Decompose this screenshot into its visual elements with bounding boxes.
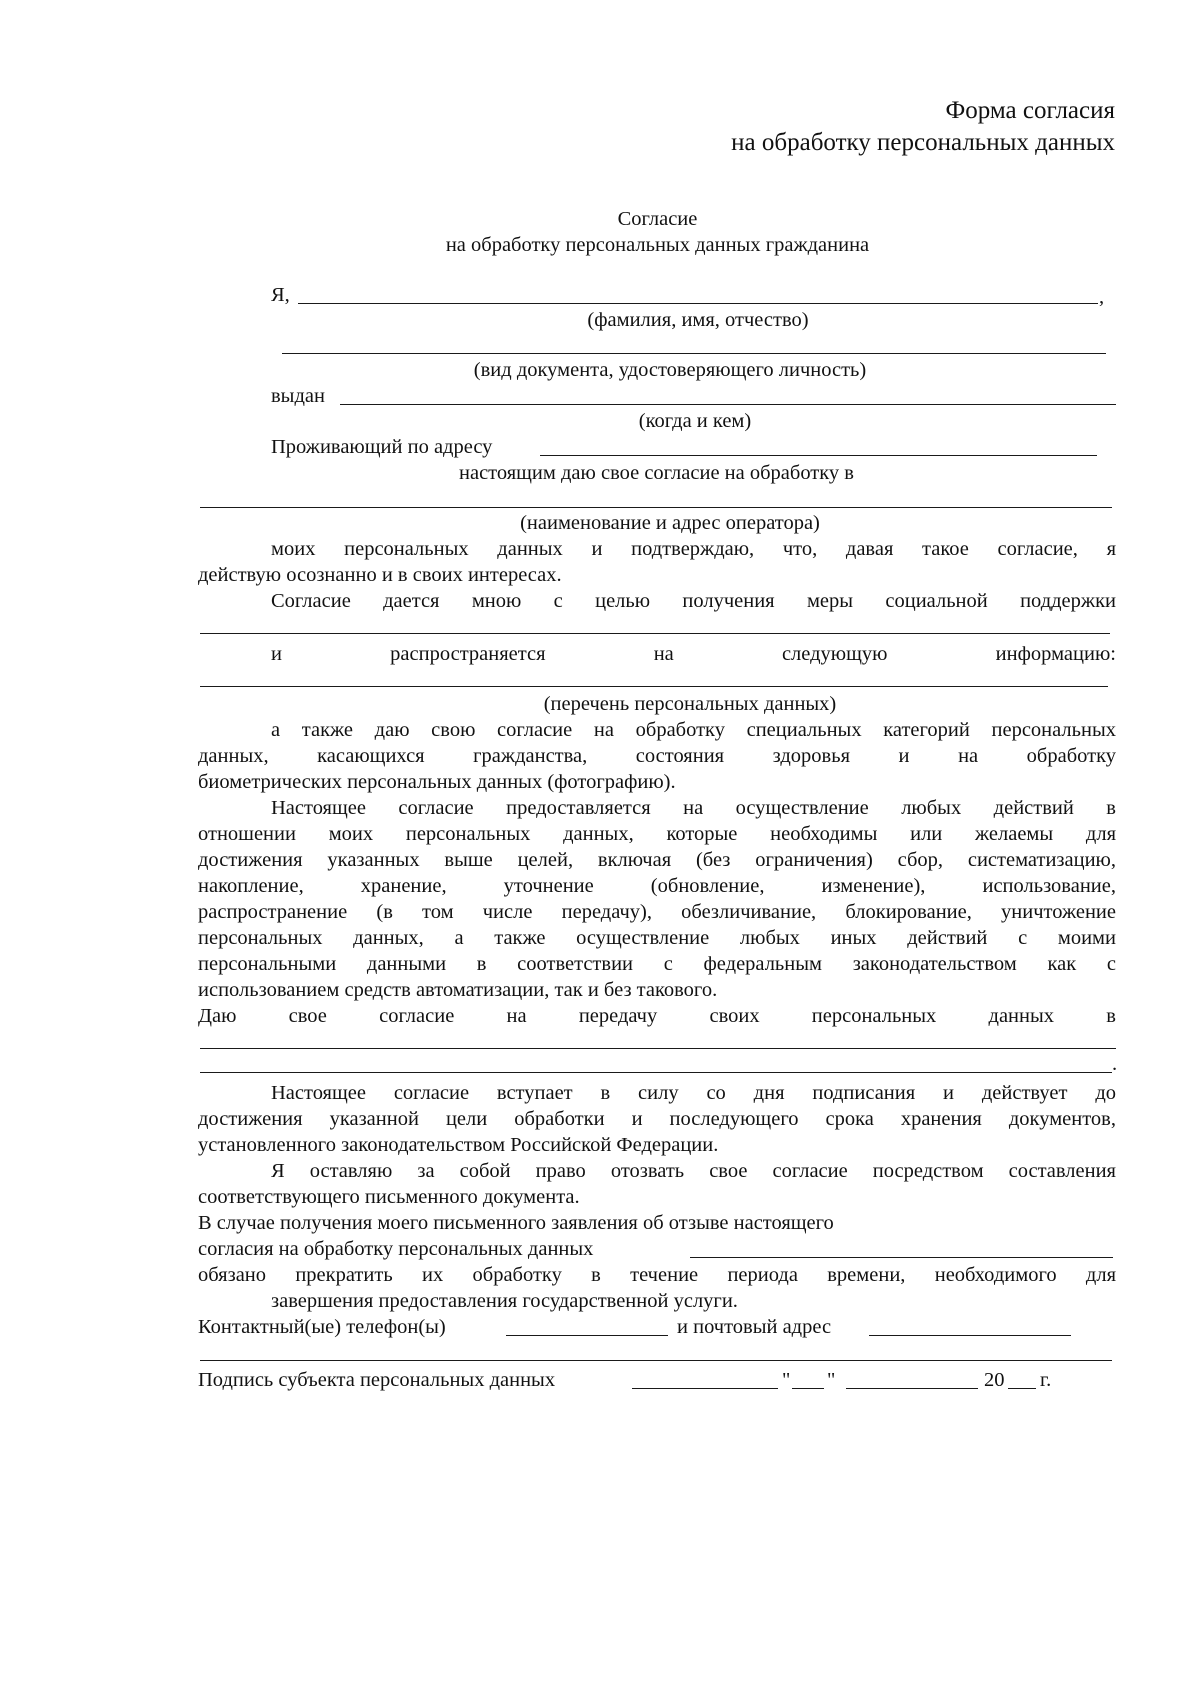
word: свое — [288, 1005, 327, 1027]
paragraph-4-line-1: а также даю свою согласие на обработку специальных категорий персональных — [271, 719, 1116, 741]
contacts-extra-line[interactable] — [200, 1360, 1112, 1361]
word: Согласие — [271, 590, 351, 612]
word: подтверждаю, — [631, 538, 755, 560]
paragraph-4-line-3: биометрических персональных данных (фотографию). — [198, 771, 676, 793]
form-header-line1: Форма согласия — [945, 97, 1115, 124]
word: данных — [497, 538, 563, 560]
word: согласие — [379, 1005, 455, 1027]
paragraph-5-line-5: распространение (в том числе передачу), обезличивание, блокирование, уничтожение — [198, 901, 1116, 923]
fio-field-line[interactable] — [298, 303, 1098, 304]
paragraph-5-line-6: персональных данных, а также осуществление любых иных действий с моими — [198, 927, 1116, 949]
id-document-caption: (вид документа, удостоверяющего личность) — [473, 359, 867, 381]
paragraph-5-line-7: персональными данными в соответствии с федеральным законодательством как с — [198, 953, 1116, 975]
transfer-recipient-field-line-1[interactable] — [200, 1048, 1116, 1049]
date-year-suffix: г. — [1040, 1369, 1052, 1391]
word: с — [553, 590, 563, 612]
word: социальной — [885, 590, 988, 612]
date-quote-close: " — [827, 1369, 836, 1391]
word: на — [653, 643, 674, 665]
word: на — [506, 1005, 527, 1027]
paragraph-5-line-1: Настоящее согласие предоставляется на осуществление любых действий в — [271, 797, 1116, 819]
paragraph-7-line-1: Настоящее согласие вступает в силу со дня подписания и действует до — [271, 1082, 1116, 1104]
word: своих — [709, 1005, 760, 1027]
mail-label: и почтовый адрес — [677, 1316, 832, 1338]
word: персональных — [811, 1005, 937, 1027]
withdrawal-operator-field-line[interactable] — [690, 1257, 1113, 1258]
paragraph-3-line-1 — [271, 642, 1116, 666]
paragraph-8-line-1: Я оставляю за собой право отозвать свое согласие посредством составления — [271, 1160, 1116, 1182]
word: мною — [471, 590, 522, 612]
word: дается — [383, 590, 440, 612]
paragraph-2-line-1 — [271, 589, 1116, 613]
pd-list-caption: (перечень персональных данных) — [543, 693, 837, 715]
word: передачу — [578, 1005, 658, 1027]
paragraph-5-line-4: накопление, хранение, уточнение (обновление, изменение), использование, — [198, 875, 1116, 897]
paragraph-8-line-2: соответствующего письменного документа. — [198, 1186, 580, 1208]
date-month-field-line[interactable] — [846, 1388, 978, 1389]
word: Даю — [198, 1005, 237, 1027]
pd-list-field-line[interactable] — [200, 686, 1108, 687]
word: персональных — [344, 538, 469, 560]
operator-caption: (наименование и адрес оператора) — [520, 512, 820, 534]
operator-field-line[interactable] — [200, 507, 1112, 508]
paragraph-6-line-1 — [198, 1004, 1116, 1028]
word: такое — [922, 538, 969, 560]
date-year-field-line[interactable] — [1008, 1388, 1036, 1389]
paragraph-5-line-8: использованием средств автоматизации, так и без такового. — [198, 979, 718, 1001]
paragraph-1-line-2: действую осознанно и в своих интересах. — [198, 564, 562, 586]
word: данных — [988, 1005, 1055, 1027]
address-label: Проживающий по адресу — [271, 436, 493, 458]
word: что, — [782, 538, 818, 560]
paragraph-4-line-2: данных, касающихся гражданства, состояния здоровья и на обработку — [198, 745, 1116, 767]
word: моих — [271, 538, 316, 560]
transfer-recipient-field-line-2[interactable] — [200, 1072, 1112, 1073]
consent-operator-line: настоящим даю свое согласие на обработку в — [459, 462, 854, 484]
address-field-line[interactable] — [540, 455, 1097, 456]
paragraph-9-line-3: обязано прекратить их обработку в течение периода времени, необходимого для — [198, 1264, 1116, 1286]
paragraph-7-line-2: достижения указанной цели обработки и последующего срока хранения документов, — [198, 1108, 1116, 1130]
paragraph-5-line-2: отношении моих персональных данных, которые необходимы или желаемы для — [198, 823, 1116, 845]
issued-field-line[interactable] — [340, 404, 1116, 405]
form-header-line2: на обработку персональных данных — [731, 129, 1115, 156]
word: и — [591, 538, 603, 560]
word: информацию: — [995, 643, 1116, 665]
date-day-field-line[interactable] — [792, 1388, 824, 1389]
signature-field-line[interactable] — [632, 1388, 778, 1389]
paragraph-1-line-1 — [271, 537, 1116, 561]
word: получения — [682, 590, 775, 612]
paragraph-9-line-4: завершения предоставления государственной услуги. — [271, 1290, 738, 1312]
phone-label: Контактный(ые) телефон(ы) — [198, 1316, 446, 1338]
word: согласие, — [997, 538, 1078, 560]
transfer-end-period: . — [1112, 1053, 1118, 1075]
paragraph-5-line-3: достижения указанных выше целей, включая (без ограничения) сбор, систематизацию, — [198, 849, 1116, 871]
i-label: Я, — [271, 284, 290, 306]
word: поддержки — [1020, 590, 1116, 612]
word: давая — [845, 538, 894, 560]
issued-caption: (когда и кем) — [638, 410, 752, 432]
word: меры — [806, 590, 854, 612]
fio-trailing-comma: , — [1099, 286, 1105, 308]
title-line2: на обработку персональных данных гражданина — [445, 234, 870, 256]
issued-label: выдан — [271, 385, 325, 407]
fio-caption: (фамилия, имя, отчество) — [587, 309, 809, 331]
word: я — [1106, 538, 1116, 560]
support-measure-field-line[interactable] — [200, 633, 1110, 634]
id-document-field-line[interactable] — [282, 353, 1106, 354]
paragraph-9-line-1: В случае получения моего письменного заявления об отзыве настоящего — [198, 1212, 834, 1234]
word: распространяется — [390, 643, 546, 665]
word: в — [1106, 1005, 1116, 1027]
mail-field-line[interactable] — [869, 1335, 1071, 1336]
word: целью — [595, 590, 651, 612]
word: следующую — [781, 643, 888, 665]
date-quote-open: " — [782, 1369, 791, 1391]
word: и — [271, 643, 282, 665]
paragraph-9-line-2: согласия на обработку персональных данных — [198, 1238, 594, 1260]
date-year-prefix: 20 — [984, 1369, 1005, 1391]
phone-field-line[interactable] — [506, 1335, 668, 1336]
paragraph-7-line-3: установленного законодательством Российской Федерации. — [198, 1134, 719, 1156]
signature-label: Подпись субъекта персональных данных — [198, 1369, 556, 1391]
title-line1: Согласие — [617, 208, 698, 230]
